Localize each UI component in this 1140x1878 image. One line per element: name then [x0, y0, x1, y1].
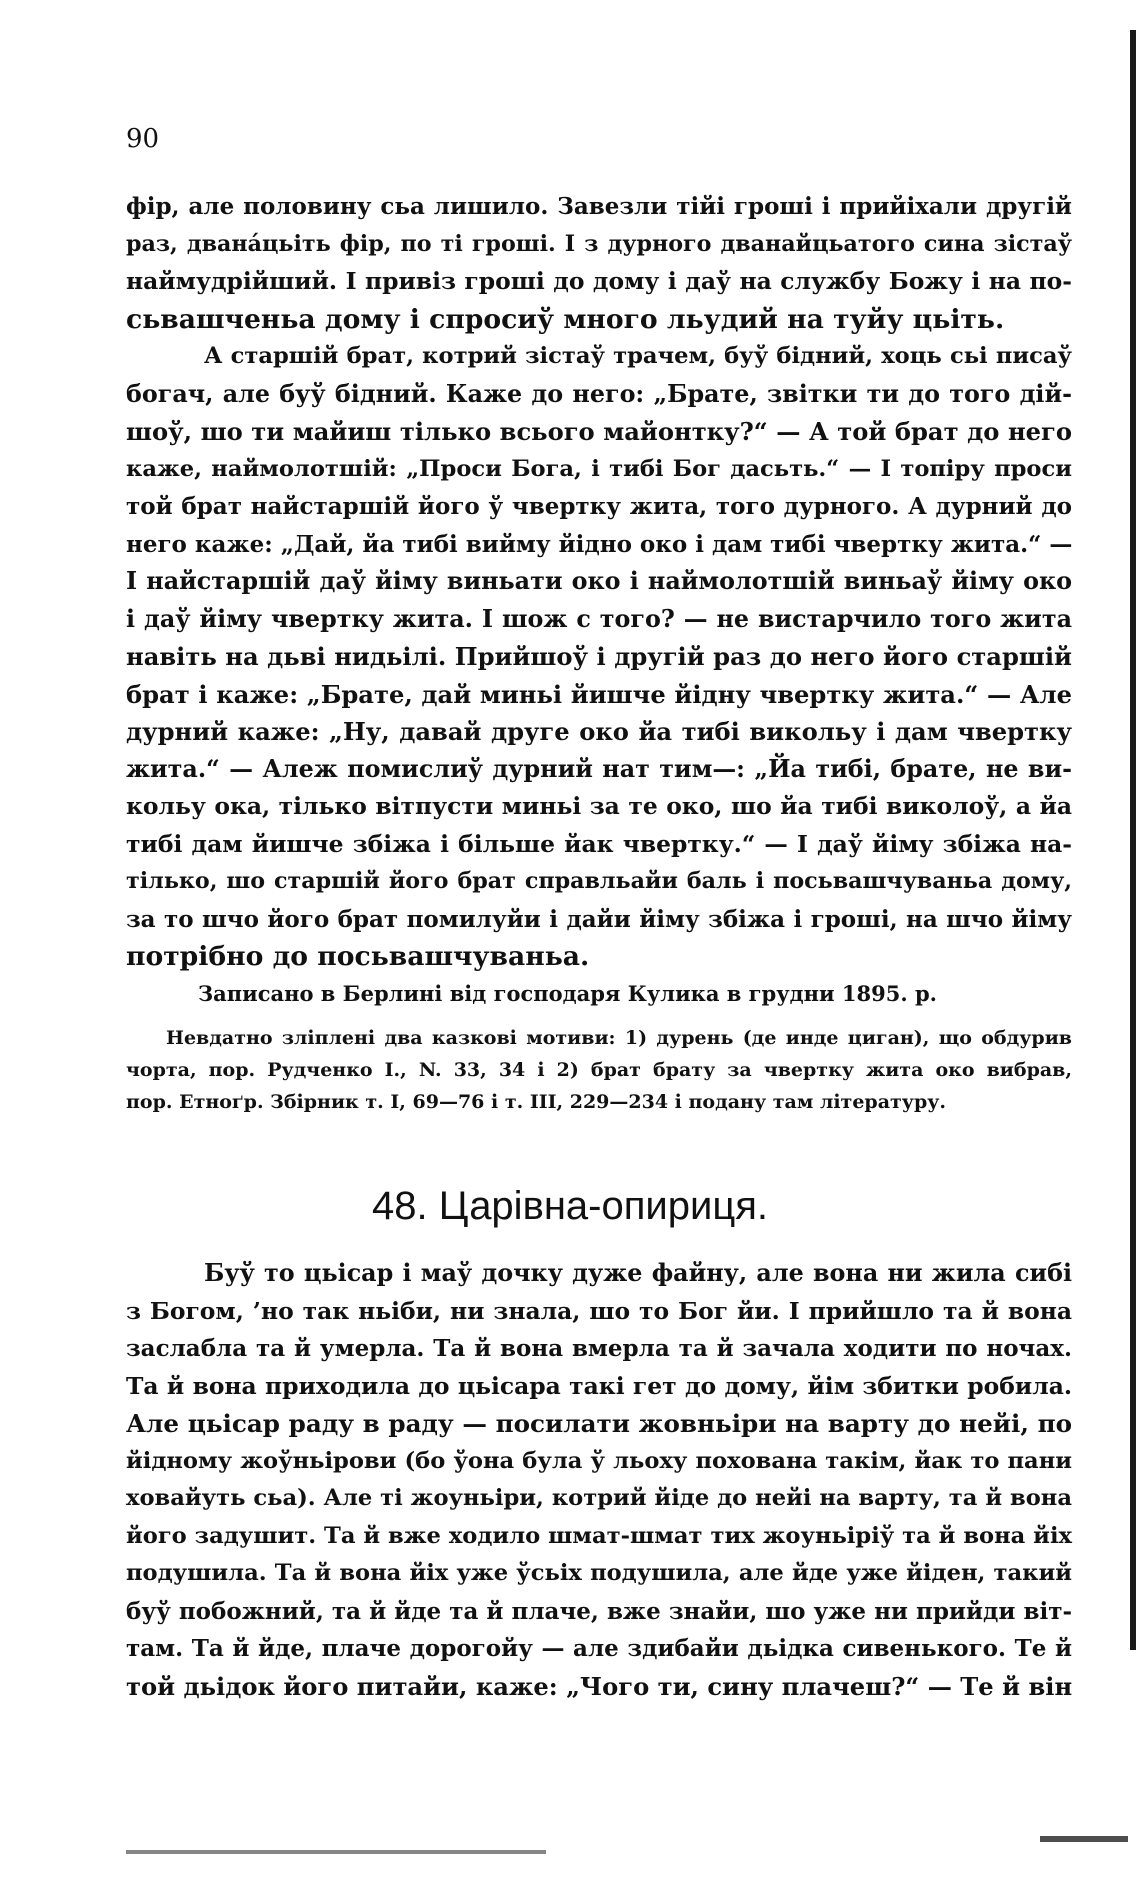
commentary-line: пор. Етноґр. Збірник т. І, 69—76 і т. ІІІ, 229—234 і подану там літературу.	[126, 1091, 947, 1113]
page-edge-rule	[1130, 30, 1136, 1650]
scan-smudge-left	[126, 1850, 546, 1854]
text-line: йідному жоўньірови (бо ўона була ў льоху похована такім, йак то пани	[126, 1447, 1072, 1474]
text-line: з Богом, ’но так ньіби, ни знала, шо то Бог йи. І прийшло та й вона	[126, 1296, 1072, 1325]
text-line: Буў то цьісар і маў дочку дуже файну, але вона ни жила сибі	[204, 1259, 1072, 1287]
commentary-line: чорта, пор. Рудченко І., N. 33, 34 і 2) брат брату за чвертку жита око вибрав,	[126, 1059, 1072, 1081]
text-line: дурний каже: „Ну, давай друге око йа тибі викольу і дам чвертку	[126, 717, 1072, 746]
text-line: сьвашченьа дому і спросиў много льудий на туйу цьіть.	[126, 303, 1005, 335]
story-heading: 48. Царівна-опириця.	[372, 1184, 768, 1228]
text-line: каже, наймолотшій: „Проси Бога, і тибі Бог дасьть.“ — І топіру проси	[126, 455, 1072, 482]
story-text	[126, 1255, 1072, 1705]
text-line: той брат найстаршій його ў чвертку жита, того дурного. А дурний до	[126, 493, 1072, 520]
text-line: тибі дам йишче збіжа і більше йак чвертку.“ — І даў йіму збіжа на-	[126, 829, 1072, 858]
text-line: ховайуть сьа). Але ті жоуньіри, котрий йіде до нейі на варту, та й вона	[126, 1485, 1072, 1511]
page-number: 90	[126, 124, 160, 154]
text-line: жита.“ — Алеж помислиў дурний нат тим—: „Йа тибі, брате, не ви-	[126, 754, 1072, 783]
text-line: брат і каже: „Брате, дай миньі йишче йідну чвертку жита.“ — Але	[126, 679, 1072, 709]
text-line: там. Та й йде, плаче дорогойу — але здибайи дьідка сивенького. Те й	[126, 1635, 1072, 1662]
text-line: за то шчо його брат помилуйи і дайи йіму збіжа і гроші, на шчо йіму	[126, 905, 1072, 933]
text-line: І найстаршій даў йіму виньати око і наймолотшій виньаў йіму око	[126, 567, 1072, 595]
text-line: наймудрійший. І привіз гроші до дому і даў на службу Божу і на по-	[126, 267, 1072, 295]
text-line: раз, двана́цьіть фір, по ті гроші. І з дурного дванайцьатого сина зістаў	[126, 230, 1072, 257]
text-line: богач, але буў бідний. Каже до него: „Брате, звітки ти до того дій-	[126, 379, 1072, 408]
text-line: і даў йіму чвертку жита. І шож с того? — не вистарчило того жита	[126, 604, 1072, 633]
text-line: його задушит. Та й вже ходило шмат-шмат тих жоуньіріў та й вона йіх	[126, 1522, 1072, 1549]
recording-note: Записано в Берлині від господаря Кулика в грудни 1895. р.	[198, 981, 937, 1006]
text-line: Та й вона приходила до цьісара такі гет до дому, йім збитки робила.	[126, 1371, 1072, 1400]
text-line: потрібно до посьвашчуваньа.	[126, 941, 590, 972]
text-line: заслабла та й умерла. Та й вона вмерла та й зачала ходити по ночах.	[126, 1335, 1072, 1362]
text-line: подушила. Та й вона йіх уже ўсьіх подушила, але йде уже йіден, такий	[126, 1560, 1072, 1586]
editorial-commentary	[126, 1022, 1072, 1118]
text-line: Але цьісар раду в раду — посилати жовньіри на варту до нейі, по	[126, 1409, 1072, 1438]
text-line: навіть на дьві нидьілі. Прийшоў і другій раз до него його старшій	[126, 642, 1072, 671]
text-line: фір, але половину сьа лишило. Завезли тійі гроші і прийіхали другій	[126, 193, 1072, 220]
scan-smudge-right	[1040, 1836, 1128, 1842]
text-line: буў побожний, та й йде та й плаче, вже знайи, шо уже ни прийди віт-	[126, 1597, 1072, 1625]
text-line: него каже: „Дай, йа тибі вийму йідно око і дам тибі чвертку жита.“ —	[126, 530, 1073, 558]
text-line: А старшій брат, котрий зістаў трачем, буў бідний, хоць сьі писаў	[204, 343, 1072, 369]
story-continuation	[126, 188, 1072, 976]
commentary-line: Невдатно зліплені два казкові мотиви: 1) дурень (де инде циган), що обдурив	[166, 1027, 1072, 1049]
text-line: кольу ока, тілько вітпусти миньі за те око, шо йа тибі виколоў, а йа	[126, 792, 1072, 820]
text-line: той дьідок його питайи, каже: „Чого ти, сину плачеш?“ — Те й він	[126, 1671, 1073, 1701]
text-line: тілько, шо старшій його брат справльайи баль і посьвашчуваньа дому,	[126, 868, 1072, 894]
text-line: шоў, шо ти майиш тілько всього майонтку?“ — А той брат до него	[126, 417, 1072, 446]
